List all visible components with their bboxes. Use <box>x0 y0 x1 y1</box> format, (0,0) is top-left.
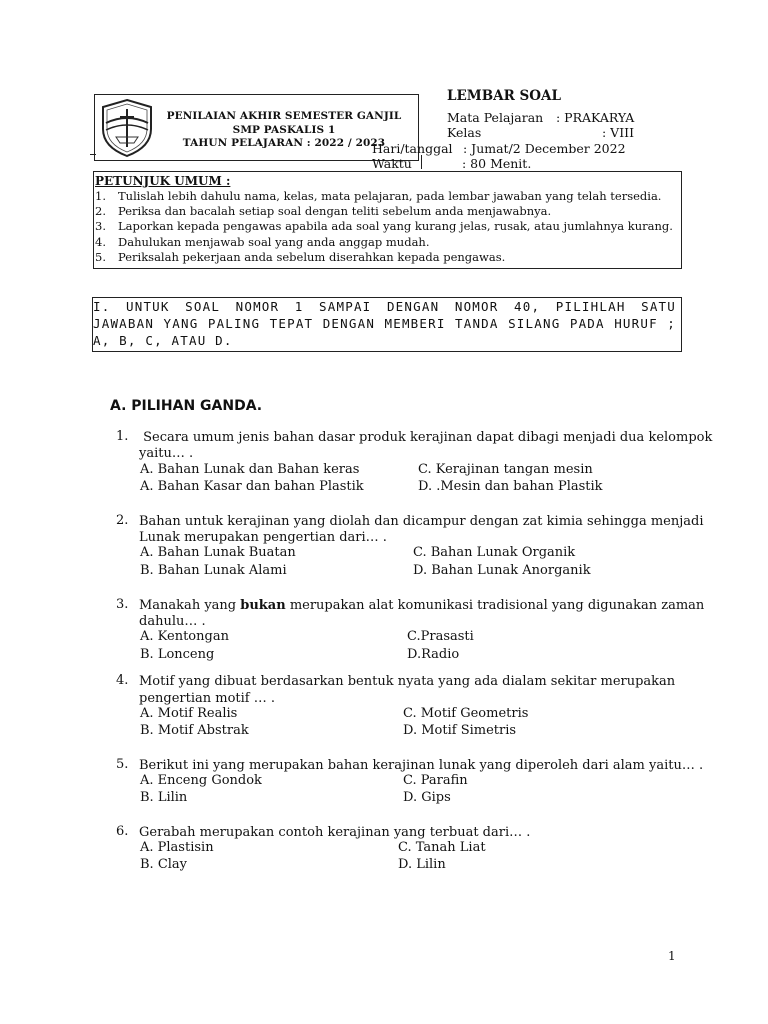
divider <box>90 154 96 155</box>
answer-option: B. Clay <box>140 857 188 872</box>
instruction-item: 5. Periksalah pekerjaan anda sebelum diserahkan kepada pengawas. <box>95 250 506 264</box>
instruction-item: 1. Tulislah lebih dahulu nama, kelas, mata pelajaran, pada lembar jawaban yang telah tersedia. <box>95 189 662 203</box>
divider <box>421 155 422 169</box>
answer-option: C. Parafin <box>403 773 468 788</box>
answer-option: A. Plastisin <box>140 840 214 855</box>
answer-option: D. Bahan Lunak Anorganik <box>413 563 591 578</box>
answer-option: B. Bahan Lunak Alami <box>140 563 287 578</box>
answer-option: A. Bahan Lunak dan Bahan keras <box>140 462 360 477</box>
question-text: Berikut ini yang merupakan bahan kerajinan lunak yang diperoleh dari alam yaitu… . <box>139 758 704 773</box>
answer-option: A. Bahan Lunak Buatan <box>140 545 296 560</box>
answer-option: C. Motif Geometris <box>403 706 529 721</box>
question-text: Bahan untuk kerajinan yang diolah dan dicampur dengan zat kimia sehingga menjadi <box>139 514 704 529</box>
time-label: Waktu <box>372 156 412 171</box>
question-number: 1. <box>116 429 129 444</box>
section-title: A. PILIHAN GANDA. <box>110 398 263 414</box>
answer-option: A. Kentongan <box>140 629 229 644</box>
answer-instruction-text: I. UNTUK SOAL NOMOR 1 SAMPAI DENGAN NOMOR 40, PILIHLAH SATU JAWABAN YANG PALING TEPAT DENGAN MEMBERI TANDA SILANG PADA HURUF ; A, B, C, ATAU D. <box>93 299 676 348</box>
answer-option: C. Bahan Lunak Organik <box>413 545 576 560</box>
answer-option: A. Motif Realis <box>140 706 238 721</box>
answer-option: C. Tanah Liat <box>398 840 486 855</box>
answer-option: B. Lilin <box>140 790 188 805</box>
question-number: 4. <box>116 673 129 688</box>
question-text: yaitu… . <box>139 446 194 461</box>
question-text: Lunak merupakan pengertian dari… . <box>139 530 387 545</box>
answer-option: D. Motif Simetris <box>403 723 517 738</box>
page-number: 1 <box>668 949 676 963</box>
academic-year: TAHUN PELAJARAN : 2022 / 2023 <box>182 137 386 149</box>
question-text: dahulu… . <box>139 614 206 629</box>
question-text: Secara umum jenis bahan dasar produk kerajinan dapat dibagi menjadi dua kelompok <box>139 430 713 445</box>
instruction-item: 2. Periksa dan bacalah setiap soal dengan teliti sebelum anda menjawabnya. <box>95 204 552 218</box>
question-text: pengertian motif … . <box>139 691 275 706</box>
question-number: 3. <box>116 597 129 612</box>
date-label: Hari/tanggal <box>372 141 453 156</box>
question-text: Motif yang dibuat berdasarkan bentuk nyata yang ada dialam sekitar merupakan <box>139 674 676 689</box>
emphasis-word: bukan <box>240 598 286 613</box>
answer-option: A. Bahan Kasar dan bahan Plastik <box>140 479 364 494</box>
answer-option: D. Lilin <box>398 857 446 872</box>
instruction-item: 4. Dahulukan menjawab soal yang anda anggap mudah. <box>95 235 430 249</box>
answer-option: D. .Mesin dan bahan Plastik <box>418 479 603 494</box>
answer-option: D.Radio <box>407 647 460 662</box>
answer-option: B. Lonceng <box>140 647 215 662</box>
question-number: 5. <box>116 757 129 772</box>
general-instructions-title: PETUNJUK UMUM : <box>95 174 231 188</box>
answer-option: A. Enceng Gondok <box>140 773 262 788</box>
school-logo-icon <box>98 97 156 159</box>
date-value: : Jumat/2 December 2022 <box>463 141 626 156</box>
school-name: SMP PASKALIS 1 <box>232 124 336 136</box>
subject-label: Mata Pelajaran <box>447 110 544 125</box>
sheet-title: LEMBAR SOAL <box>447 88 562 104</box>
question-number: 2. <box>116 513 129 528</box>
class-label: Kelas <box>447 125 482 140</box>
answer-option: D. Gips <box>403 790 451 805</box>
instruction-item: 3. Laporkan kepada pengawas apabila ada soal yang kurang jelas, rusak, atau jumlahnya kurang. <box>95 219 673 233</box>
question-text: Manakah yang bukan merupakan alat komunikasi tradisional yang digunakan zaman <box>139 598 705 613</box>
answer-option: C. Kerajinan tangan mesin <box>418 462 593 477</box>
question-text: Gerabah merupakan contoh kerajinan yang terbuat dari… . <box>139 825 531 840</box>
answer-option: B. Motif Abstrak <box>140 723 249 738</box>
exam-title: PENILAIAN AKHIR SEMESTER GANJIL <box>166 110 402 122</box>
time-value: : 80 Menit. <box>462 156 532 171</box>
subject-value: : PRAKARYA <box>556 110 635 125</box>
question-number: 6. <box>116 824 129 839</box>
answer-option: C.Prasasti <box>407 629 474 644</box>
class-value: : VIII <box>602 125 635 140</box>
